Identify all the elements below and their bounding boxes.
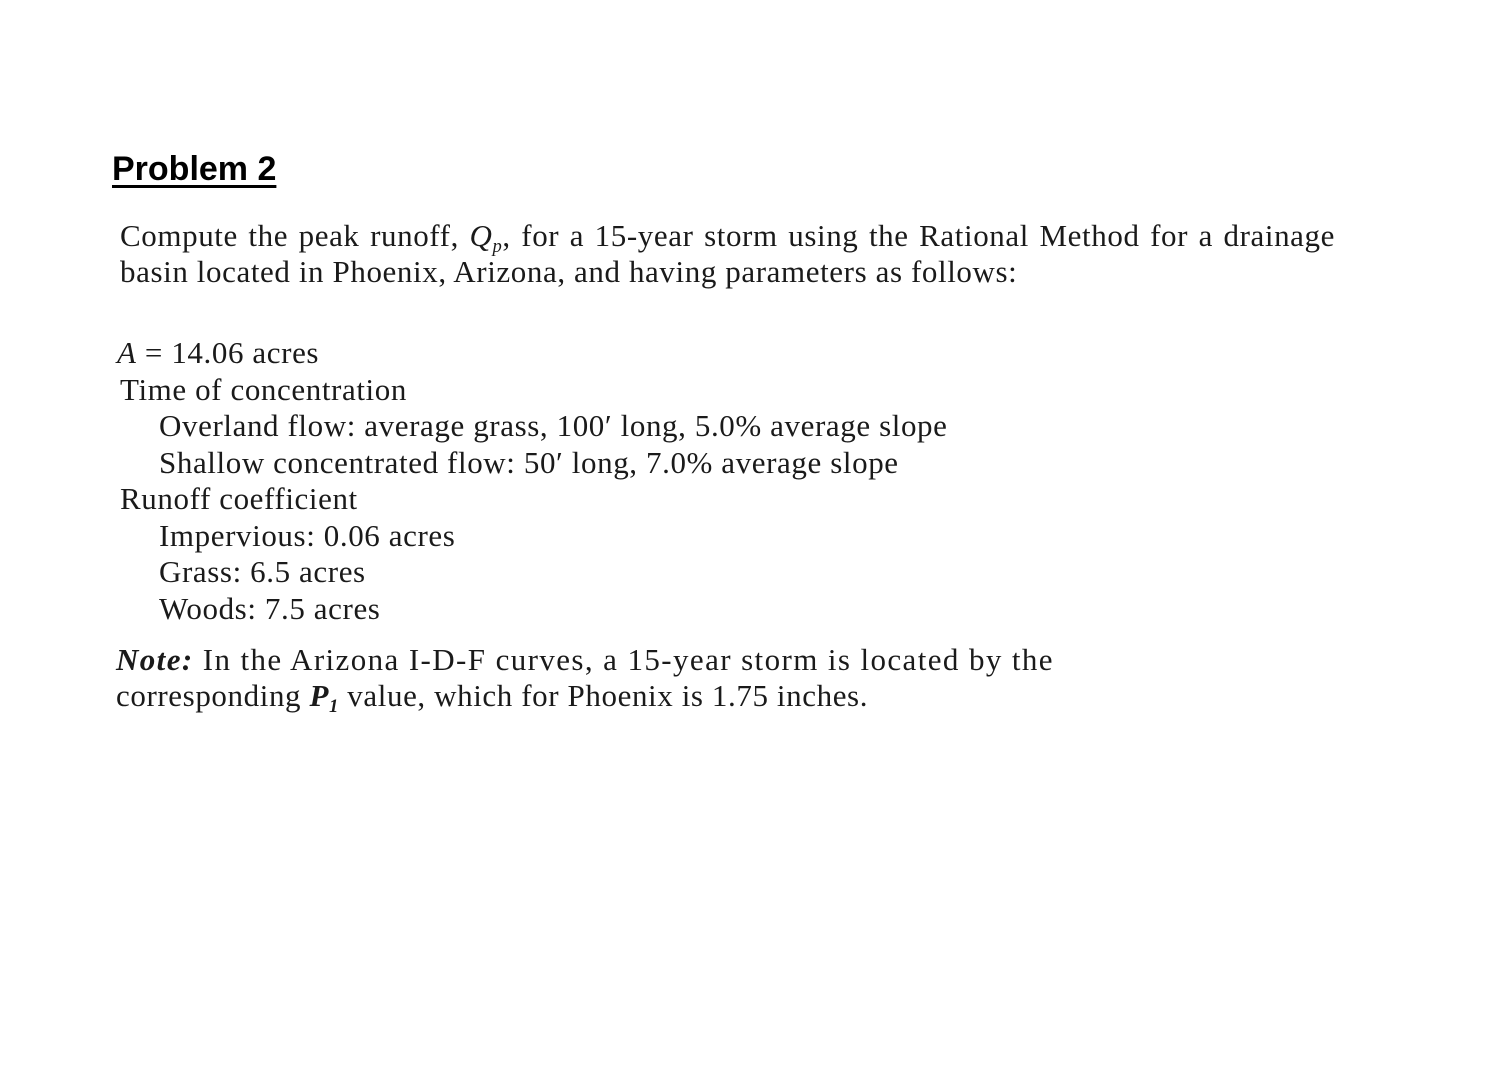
statement-text-end: , for a 15-year storm using the Rational Method for a drainage basin located in Phoenix, Arizona, and having parameters as follows:	[120, 218, 1335, 289]
peak-runoff-symbol: $Q_p$	[469, 218, 503, 257]
area-parameter	[117, 335, 1317, 372]
problem-heading: Problem 2	[112, 150, 277, 188]
grass-item: Grass: 6.5 acres	[159, 554, 366, 589]
p1-symbol: $P_1$	[309, 678, 339, 717]
overland-flow-item: Overland flow: average grass, 100′ long, 5.0% average slope	[159, 408, 948, 443]
runoff-coefficient-label: Runoff coefficient	[120, 481, 358, 516]
area-symbol: A	[117, 335, 137, 370]
time-of-concentration-label: Time of concentration	[120, 371, 407, 407]
impervious-item: Impervious: 0.06 acres	[159, 517, 456, 553]
woods-item: Woods: 7.5 acres	[159, 590, 381, 626]
area-value: = 14.06 acres	[136, 335, 320, 370]
note-paragraph	[116, 642, 1324, 717]
statement-text-start: Compute the peak runoff,	[120, 218, 470, 253]
note-line-1: In the Arizona I-D-F curves, a 15-year storm is located by the	[193, 642, 1054, 677]
shallow-flow-item: Shallow concentrated flow: 50′ long, 7.0% average slope	[159, 444, 899, 480]
note-label: Note:	[116, 642, 194, 677]
note-line-2: corresponding $P_1$ value, which for Phoenix is 1.75 inches.	[116, 678, 869, 717]
parameter-list	[117, 335, 1317, 627]
problem-statement	[120, 218, 1335, 290]
